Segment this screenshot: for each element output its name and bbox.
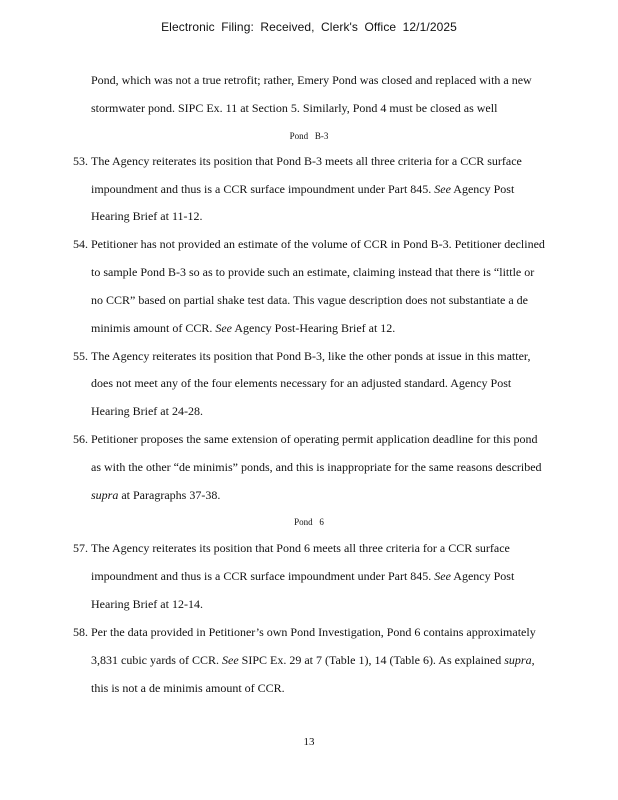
body-line: does not meet any of the four elements necessary for an adjusted standard. Agency Post — [91, 376, 512, 390]
paragraph-number: 58. — [73, 625, 88, 639]
paragraph-number: 57. — [73, 541, 88, 555]
body-line: to sample Pond B-3 so as to provide such an estimate, claiming instead that there is “little or — [91, 265, 535, 279]
electronic-filing-stamp: Electronic Filing: Received, Clerk's Office 12/1/2025 — [161, 20, 457, 34]
body-line: Petitioner proposes the same extension of operating permit application deadline for this pond — [91, 432, 538, 446]
body-line: Hearing Brief at 11-12. — [91, 209, 203, 223]
body-line: Hearing Brief at 12-14. — [91, 597, 203, 611]
body-line: 3,831 cubic yards of CCR. See SIPC Ex. 29 at 7 (Table 1), 14 (Table 6). As explained supra, — [91, 653, 535, 667]
body-line: minimis amount of CCR. See Agency Post-Hearing Brief at 12. — [91, 321, 396, 335]
body-line: Per the data provided in Petitioner’s own Pond Investigation, Pond 6 contains approximately — [91, 625, 536, 639]
body-line: as with the other “de minimis” ponds, and this is inappropriate for the same reasons described — [91, 460, 542, 474]
paragraph-number: 56. — [73, 432, 88, 446]
section-heading-pond-b3: Pond B-3 — [289, 131, 329, 141]
body-line: Petitioner has not provided an estimate of the volume of CCR in Pond B-3. Petitioner declined — [91, 237, 545, 251]
paragraph-number: 54. — [73, 237, 88, 251]
body-line: The Agency reiterates its position that Pond B-3, like the other ponds at issue in this matter, — [91, 349, 531, 363]
body-line: The Agency reiterates its position that Pond B-3 meets all three criteria for a CCR surface — [91, 154, 522, 168]
body-line: no CCR” based on partial shake test data. This vague description does not substantiate a de — [91, 293, 529, 307]
body-line: stormwater pond. SIPC Ex. 11 at Section 5. Similarly, Pond 4 must be closed as well — [91, 101, 498, 115]
body-line: this is not a de minimis amount of CCR. — [91, 681, 285, 695]
body-line: Pond, which was not a true retrofit; rather, Emery Pond was closed and replaced with a new — [91, 73, 532, 87]
body-line: The Agency reiterates its position that Pond 6 meets all three criteria for a CCR surface — [91, 541, 510, 555]
section-heading-pond-6: Pond 6 — [294, 517, 324, 527]
body-line: impoundment and thus is a CCR surface impoundment under Part 845. See Agency Post — [91, 569, 515, 583]
paragraph-number: 55. — [73, 349, 88, 363]
body-line: impoundment and thus is a CCR surface impoundment under Part 845. See Agency Post — [91, 182, 515, 196]
body-line: Hearing Brief at 24-28. — [91, 404, 203, 418]
body-line: supra at Paragraphs 37-38. — [91, 488, 221, 502]
page-number: 13 — [303, 736, 315, 748]
paragraph-number: 53. — [73, 154, 88, 168]
